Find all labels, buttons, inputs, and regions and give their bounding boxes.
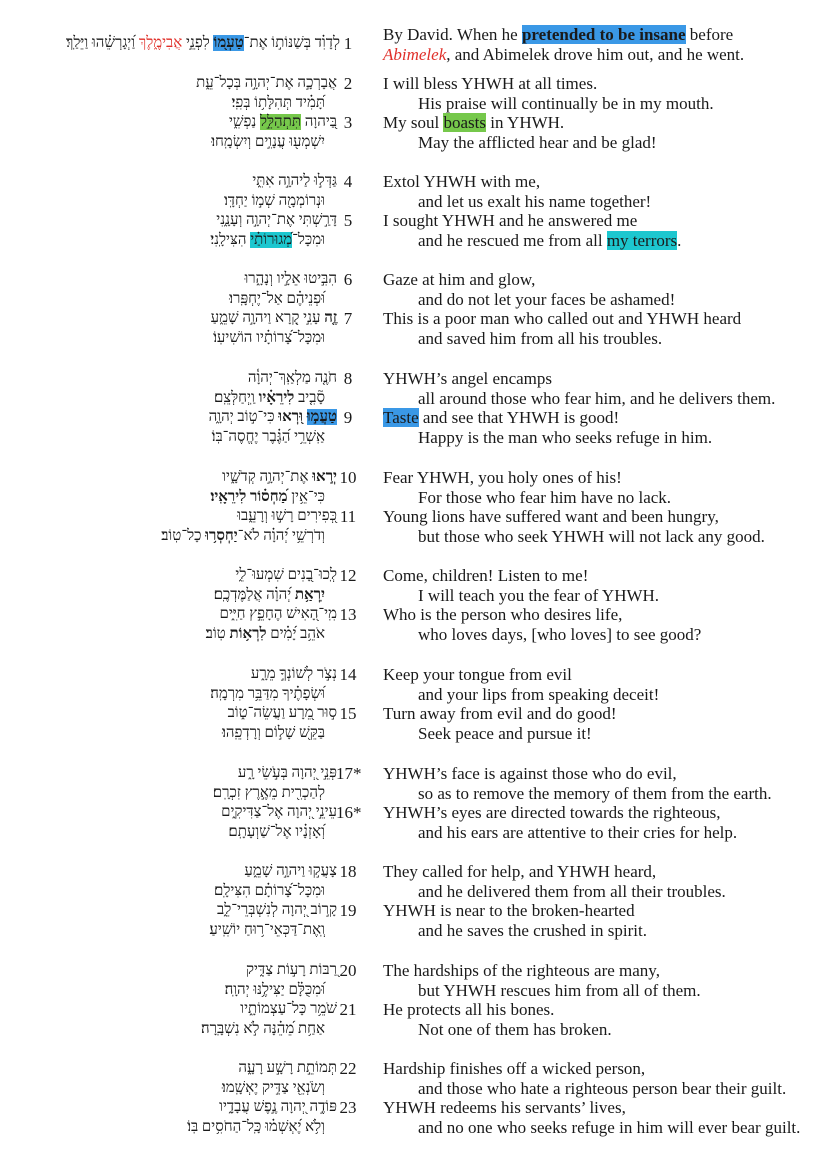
verse-9-line-a xyxy=(0,408,825,428)
hebrew-line: וּמִכָּל־צָ֝רוֹתָ֗יו הוֹשִׁיעֽוֹ׃ xyxy=(213,329,325,346)
hebrew-line: צָעֲק֣וּ וַיהוָ֣ה שָׁמֵ֑עַ xyxy=(244,863,337,879)
stanza-10 xyxy=(0,862,825,940)
english-line: My soul boasts in YHWH. xyxy=(383,113,565,133)
verse-7-line-a xyxy=(0,309,825,329)
hebrew-line: חֹנֶ֤ה מַלְאַֽךְ־יְהוָ֓ה xyxy=(247,370,337,386)
hebrew-line: שֹׁמֵ֥ר כָּל־עַצְמוֹתָ֑יו xyxy=(240,1001,337,1018)
english-line: Keep your tongue from evil xyxy=(383,665,572,684)
verse-3-line-a xyxy=(0,113,825,133)
verse-16-line-b xyxy=(0,823,825,843)
english-line: Abimelek, and Abimelek drove him out, and he went. xyxy=(383,44,745,64)
verse-number: 6 xyxy=(343,270,353,289)
english-line: By David. When he pretended to be insane before xyxy=(383,25,734,44)
hebrew-line: פּוֹדֶ֣ה יְ֭הוָה נֶ֣פֶשׁ עֲבָדָ֑יו xyxy=(219,1099,337,1116)
english-line: May the afflicted hear and be glad! xyxy=(418,132,657,152)
english-line: YHWH is near to the broken-hearted xyxy=(383,901,635,921)
hebrew-line: יִשְׁמְע֖וּ עֲנָוִ֣ים וְיִשְׂמָֽחוּ׃ xyxy=(211,133,325,150)
verse-23-line-b xyxy=(0,1118,825,1138)
english-line: but those who seek YHWH will not lack any good. xyxy=(418,526,765,546)
verse-number: 19 xyxy=(339,901,357,921)
hebrew-line: בַּ֭יהוָה תִּתְהַלֵּ֣ל נַפְשִׁ֑י xyxy=(228,114,337,131)
hebrew-line: מִֽי־הָ֭אִישׁ הֶחָפֵ֣ץ חַיִּ֑ים xyxy=(219,606,337,623)
verse-11-line-a xyxy=(0,507,825,527)
stanza-12 xyxy=(0,1059,825,1137)
hebrew-line: לְדָוִ֗ד בְּשַׁנּוֹת֣וֹ אֶת־טַעְמ֭וֹ לִפְנֵ֣י אֲבִימֶ֑לֶךְ וַ֝יְגָרְשֵׁ֗הוּ וַיֵּלַֽךְ׃ xyxy=(66,35,340,51)
english-line: This is a poor man who called out and YHWH heard xyxy=(383,309,742,329)
name-abimelek: Abimelek xyxy=(383,44,447,64)
verse-21-line-a xyxy=(0,1000,825,1020)
verse-1-line-b xyxy=(0,45,825,65)
english-line: and let us exalt his name together! xyxy=(418,191,652,211)
highlight-taste: Taste xyxy=(383,408,419,428)
english-line: YHWH redeems his servants’ lives, xyxy=(383,1098,626,1118)
hebrew-line: תָּ֝מִ֗יד תְּהִלָּת֥וֹ בְּפִֽי׃ xyxy=(231,94,325,111)
english-line: His praise will continually be in my mouth. xyxy=(418,93,714,113)
english-line: and saved him from all his troubles. xyxy=(418,328,663,348)
verse-number: 3 xyxy=(343,113,353,133)
highlight-terrors: my terrors xyxy=(606,230,678,250)
hebrew-line: אַחַ֥ת מֵ֝הֵ֗נָּה לֹ֣א נִשְׁבָּֽרָה׃ xyxy=(200,1020,325,1037)
verse-number: 17* xyxy=(336,764,362,783)
english-line: I will teach you the fear of YHWH. xyxy=(418,585,660,605)
verse-number: 10 xyxy=(339,468,357,487)
hebrew-line: עֵינֵ֣י יְ֭הוָה אֶל־צַדִּיקִ֑ים xyxy=(221,804,337,821)
highlight-insane: pretended to be insane xyxy=(521,25,686,44)
hebrew-line: וּ֝פְנֵיהֶ֗ם אַל־יֶחְפָּֽרוּ׃ xyxy=(229,290,325,307)
verse-19-line-a xyxy=(0,901,825,921)
verse-number: 2 xyxy=(343,74,353,93)
english-line: and no one who seeks refuge in him will ever bear guilt. xyxy=(418,1117,801,1137)
verse-5-line-b xyxy=(0,231,825,251)
english-line: Taste and see that YHWH is good! xyxy=(383,408,620,428)
hebrew-line: וְשֹׂנְאֵ֖י צַדִּ֣יק יֶאְשָֽׁמוּ׃ xyxy=(221,1079,325,1096)
stanza-4 xyxy=(0,270,825,348)
verse-number: 21 xyxy=(339,1000,357,1020)
hebrew-line: אֹהֵ֥ב יָ֝מִ֗ים לִרְא֥וֹת טֽוֹב׃ xyxy=(205,625,325,642)
stanza-11 xyxy=(0,961,825,1039)
highlight-boasts-hebrew: תִּתְהַלֵּ֣ל xyxy=(260,114,301,131)
stanza-8 xyxy=(0,665,825,743)
english-line: Not one of them has broken. xyxy=(418,1019,612,1039)
hebrew-line: כִּי־אֵ֥ין מַ֝חְס֗וֹר לִירֵאָֽיו׃ xyxy=(210,488,325,505)
verse-6-line-b xyxy=(0,290,825,310)
hebrew-line: וְלֹ֥א יֶ֝אְשְׁמ֗וּ כָּֽל־הַחֹסִ֥ים בּֽוֹ׃ xyxy=(187,1118,325,1135)
verse-number: 18 xyxy=(339,862,357,881)
hebrew-line: וּמִכָּל־מְ֝גוּרוֹתַ֗י הִצִּילָֽנִי׃ xyxy=(210,231,325,248)
english-line: Seek peace and pursue it! xyxy=(418,723,592,743)
english-line: and he saves the crushed in spirit. xyxy=(418,920,647,940)
english-line: and his ears are attentive to their cries for help. xyxy=(418,822,738,842)
hebrew-line: רַ֭בּוֹת רָע֣וֹת צַדִּ֑יק xyxy=(246,962,337,978)
verse-number: 8 xyxy=(343,369,353,388)
stanza-6 xyxy=(0,468,825,546)
english-line: Who is the person who desires life, xyxy=(383,605,623,625)
english-line: Fear YHWH, you holy ones of his! xyxy=(383,468,622,487)
verse-23-line-a xyxy=(0,1098,825,1118)
hebrew-line: כְּ֭פִירִים רָשׁ֣וּ וְרָעֵ֑בוּ xyxy=(237,508,337,525)
verse-15-line-a xyxy=(0,704,825,724)
english-line: and those who hate a righteous person bear their guilt. xyxy=(418,1078,787,1098)
english-line: For those who fear him have no lack. xyxy=(418,487,672,507)
english-line: YHWH’s eyes are directed towards the righteous, xyxy=(383,803,721,823)
hebrew-line: פְּנֵ֣י יְ֭הוָה בְּעֹ֣שֵׂי רָ֑ע xyxy=(237,765,337,781)
verse-20-line-a xyxy=(0,961,825,981)
verse-number: 23 xyxy=(339,1098,357,1118)
hebrew-line: טַעֲמ֣וּ וּ֭רְאוּ כִּי־ט֣וֹב יְהוָ֑ה xyxy=(208,409,337,426)
verse-8-line-a xyxy=(0,369,825,389)
hebrew-line: וּ֝שְׂפָתֶ֗יךָ מִדַּבֵּ֥ר מִרְמָֽה׃ xyxy=(210,685,325,702)
verse-12-line-a xyxy=(0,566,825,586)
english-line: Young lions have suffered want and been hungry, xyxy=(383,507,719,527)
verse-1-line-a xyxy=(0,25,825,53)
highlight-terrors-hebrew: מְ֝גוּרוֹתַ֗י xyxy=(250,231,293,248)
english-line: and your lips from speaking deceit! xyxy=(418,684,660,704)
verse-21-line-b xyxy=(0,1020,825,1040)
verse-number: 12 xyxy=(339,566,357,585)
english-line: all around those who fear him, and he delivers them. xyxy=(418,388,776,408)
verse-11-line-b xyxy=(0,527,825,547)
hebrew-line: גַּדְּל֣וּ לַיהוָ֣ה אִתִּ֑י xyxy=(252,173,337,189)
english-line: I sought YHWH and he answered me xyxy=(383,211,638,231)
hebrew-line: הִבִּ֣יטוּ אֵלָ֣יו וְנָהָ֑רוּ xyxy=(244,271,337,287)
english-line: and do not let your faces be ashamed! xyxy=(418,289,676,309)
verse-6-line-a xyxy=(0,270,825,290)
hebrew-line: וְדֹרְשֵׁ֥י יְ֝הוָ֗ה לֹא־יַחְסְר֥וּ כָל־טֽוֹב׃ xyxy=(161,527,325,544)
hebrew-line: סָ֘בִ֤יב לִירֵאָ֗יו וַֽיְחַלְּצֵֽם׃ xyxy=(213,389,325,406)
stanza-1 xyxy=(0,25,825,64)
english-line: The hardships of the righteous are many, xyxy=(383,961,660,980)
verse-17-line-a xyxy=(0,764,825,784)
verse-12-line-b xyxy=(0,586,825,606)
verse-number: 15 xyxy=(339,704,357,724)
verse-4-line-b xyxy=(0,192,825,212)
english-line: so as to remove the memory of them from the earth. xyxy=(418,783,772,803)
highlight-boasts: boasts xyxy=(443,113,486,133)
verse-13-line-a xyxy=(0,605,825,625)
hebrew-line: אַֽשְׁרֵ֥י הַ֝גֶּ֗בֶר יֶחֱסֶה־בּֽוֹ׃ xyxy=(211,428,325,445)
english-line: who loves days, [who loves] to see good? xyxy=(418,624,702,644)
verse-10-line-b xyxy=(0,488,825,508)
english-line: but YHWH rescues him from all of them. xyxy=(418,980,701,1000)
verse-number: 22 xyxy=(339,1059,357,1078)
english-line: and he delivered them from all their troubles. xyxy=(418,881,726,901)
verse-10-line-a xyxy=(0,468,825,488)
english-line: He protects all his bones. xyxy=(383,1000,555,1020)
verse-20-line-b xyxy=(0,981,825,1001)
highlight-taste-hebrew: טַעֲמ֣וּ xyxy=(306,409,337,426)
verse-18-line-b xyxy=(0,882,825,902)
stanza-5 xyxy=(0,369,825,447)
hebrew-line: וּ֝מִכֻּלָּ֗ם יַצִּילֶ֥נּוּ יְהוָֽה׃ xyxy=(224,981,325,998)
hebrew-line: תְּמוֹתֵ֣ת רָשָׁ֣ע רָעָ֑ה xyxy=(238,1060,337,1076)
english-line: I will bless YHWH at all times. xyxy=(383,74,598,93)
verse-17-line-b xyxy=(0,784,825,804)
verse-22-line-a xyxy=(0,1059,825,1079)
stanza-9 xyxy=(0,764,825,842)
verse-4-line-a xyxy=(0,172,825,192)
highlight-insane-hebrew: טַעְמ֭וֹ xyxy=(213,35,244,51)
verse-number: 13 xyxy=(339,605,357,625)
verse-7-line-b xyxy=(0,329,825,349)
english-line: Gaze at him and glow, xyxy=(383,270,536,289)
english-line: YHWH’s angel encamps xyxy=(383,369,553,388)
hebrew-line: וּנְרוֹמְמָ֖ה שְׁמ֣וֹ יַחְדָּֽו׃ xyxy=(223,192,325,209)
verse-number: 14 xyxy=(339,665,357,684)
english-line: YHWH’s face is against those who do evil, xyxy=(383,764,677,783)
verse-14-line-a xyxy=(0,665,825,685)
hebrew-line: יְר֣אוּ אֶת־יְהוָ֣ה קְדֹשָׁ֑יו xyxy=(222,469,337,485)
verse-13-line-b xyxy=(0,625,825,645)
verse-number: 16* xyxy=(336,803,362,823)
hebrew-line: נְצֹ֣ר לְשׁוֹנְךָ֣ מֵרָ֑ע xyxy=(250,666,337,682)
verse-2-line-a xyxy=(0,74,825,94)
english-line: and he rescued me from all my terrors. xyxy=(418,230,682,250)
stanza-7 xyxy=(0,566,825,644)
hebrew-line: וְֽאֶת־דַּכְּאֵי־ר֥וּחַ יוֹשִֽׁיעַ׃ xyxy=(209,921,325,938)
english-line: Extol YHWH with me, xyxy=(383,172,541,191)
verse-5-line-a xyxy=(0,211,825,231)
hebrew-line: דָּרַ֣שְׁתִּי אֶת־יְהוָ֣ה וְעָנָ֑נִי xyxy=(216,212,337,229)
stanza-3 xyxy=(0,172,825,250)
english-line: Turn away from evil and do good! xyxy=(383,704,617,724)
verse-number: 1 xyxy=(343,34,353,53)
english-line: They called for help, and YHWH heard, xyxy=(383,862,657,881)
hebrew-line: ס֣וּר מֵ֭רָע וַעֲשֵׂה־ט֑וֹב xyxy=(227,705,337,722)
verse-18-line-a xyxy=(0,862,825,882)
hebrew-line: וּמִכָּל־צָ֝רוֹתָ֗ם הִצִּילָֽם׃ xyxy=(214,882,325,899)
hebrew-line: לְֽכוּ־בָ֭נִים שִׁמְעוּ־לִ֑י xyxy=(235,567,337,583)
verse-number: 20 xyxy=(339,961,357,980)
verse-number: 9 xyxy=(343,408,353,428)
verse-number: 11 xyxy=(339,507,357,527)
hebrew-line: לְהַכְרִ֖ית מֵאֶ֣רֶץ זִכְרָֽם׃ xyxy=(212,784,325,801)
verse-9-line-b xyxy=(0,428,825,448)
stanza-2 xyxy=(0,74,825,152)
verse-15-line-b xyxy=(0,724,825,744)
hebrew-line: בַּקֵּ֖שׁ שָׁל֣וֹם וְרָדְפֵֽהוּ׃ xyxy=(222,724,325,741)
verse-22-line-b xyxy=(0,1079,825,1099)
hebrew-line: וְ֝אָזְנָ֗יו אֶל־שַׁוְעָתָֽם׃ xyxy=(228,823,325,840)
verse-number: 5 xyxy=(343,211,353,231)
verse-2-line-b xyxy=(0,94,825,114)
hebrew-line: אֲבָרְכָ֣ה אֶת־יְהוָ֣ה בְּכָל־עֵ֑ת xyxy=(196,75,337,91)
hebrew-line: זֶ֤ה עָנִ֣י קָ֭רָא וַיהוָ֣ה שָׁמֵ֑עַ xyxy=(210,310,337,327)
hebrew-line: קָר֣וֹב יְ֭הוָה לְנִשְׁבְּרֵי־לֵ֑ב xyxy=(216,902,337,919)
verse-3-line-b xyxy=(0,133,825,153)
verse-8-line-b xyxy=(0,389,825,409)
verse-number: 4 xyxy=(343,172,353,191)
verse-14-line-b xyxy=(0,685,825,705)
english-line: Happy is the man who seeks refuge in him. xyxy=(418,427,713,447)
verse-number: 7 xyxy=(343,309,353,329)
name-abimelek-hebrew: אֲבִימֶ֑לֶךְ xyxy=(138,35,183,51)
verse-16-line-a xyxy=(0,803,825,823)
english-line: Come, children! Listen to me! xyxy=(383,566,589,585)
hebrew-line: יִֽרְאַ֥ת יְ֝הוָ֗ה אֲלַמֶּדְכֶֽם׃ xyxy=(213,586,325,603)
english-line: Hardship finishes off a wicked person, xyxy=(383,1059,646,1078)
verse-19-line-b xyxy=(0,921,825,941)
